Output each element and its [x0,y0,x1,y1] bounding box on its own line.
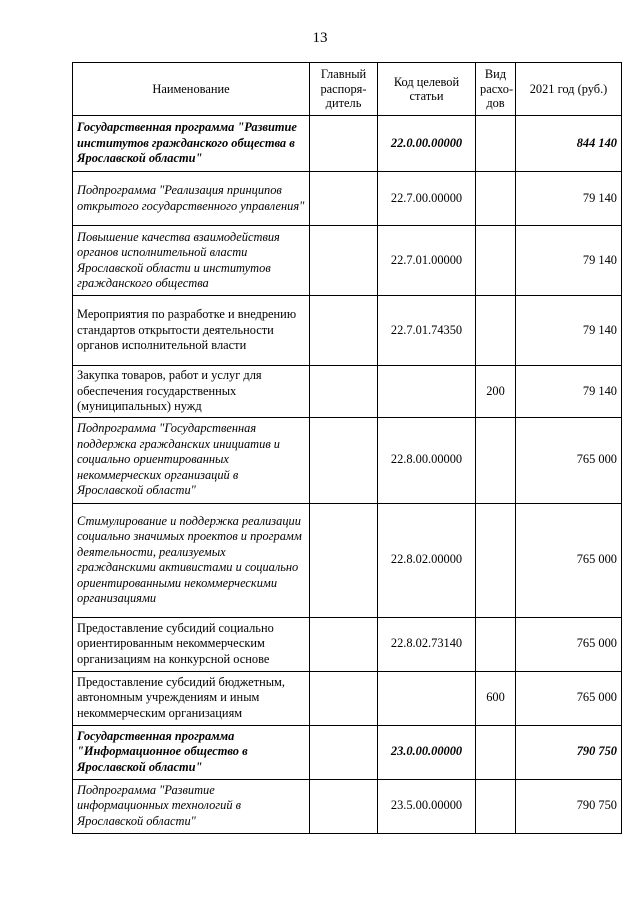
cell-vid [476,172,516,226]
cell-code: 23.5.00.00000 [378,779,476,833]
header-row [73,63,622,116]
header-vid: Вид расхо-дов [476,63,516,116]
cell-grbs [310,503,378,617]
table-row [73,503,622,617]
cell-grbs [310,366,378,418]
cell-code: 22.7.01.00000 [378,226,476,296]
cell-grbs [310,779,378,833]
cell-vid [476,503,516,617]
table-row [73,417,622,503]
cell-grbs [310,617,378,671]
header-code: Код целевой статьи [378,63,476,116]
cell-code: 22.8.02.00000 [378,503,476,617]
cell-sum: 79 140 [516,226,622,296]
cell-vid [476,116,516,172]
cell-code: 23.0.00.00000 [378,725,476,779]
table-row [73,779,622,833]
cell-name: Предоставление субсидий бюджетным, автономным учреждениям и иным некоммерческим организациям [73,671,310,725]
page-number: 13 [312,30,328,46]
cell-sum: 765 000 [516,617,622,671]
cell-vid [476,417,516,503]
cell-name: Подпрограмма "Развитие информационных технологий в Ярославской области" [73,779,310,833]
cell-sum: 765 000 [516,671,622,725]
cell-grbs [310,226,378,296]
cell-name: Повышение качества взаимодействия органов исполнительной власти Ярославской области и институтов гражданского общества [73,226,310,296]
budget-table [72,62,622,834]
cell-vid [476,725,516,779]
cell-vid [476,226,516,296]
header-sum: 2021 год (руб.) [516,63,622,116]
cell-grbs [310,296,378,366]
cell-vid: 200 [476,366,516,418]
table-body [73,116,622,834]
cell-code: 22.8.00.00000 [378,417,476,503]
cell-grbs [310,417,378,503]
cell-name: Подпрограмма "Государственная поддержка гражданских инициатив и социально ориентированных некоммерческих организаций в Ярославской области" [73,417,310,503]
cell-sum: 790 750 [516,779,622,833]
cell-sum: 765 000 [516,503,622,617]
cell-name: Предоставление субсидий социально ориентированным некоммерческим организациям на конкурсной основе [73,617,310,671]
cell-code: 22.0.00.00000 [378,116,476,172]
table-row [73,725,622,779]
cell-grbs [310,116,378,172]
cell-vid [476,779,516,833]
cell-sum: 79 140 [516,296,622,366]
cell-name: Стимулирование и поддержка реализации социально значимых проектов и программ деятельности, реализуемых гражданскими активистами и социально ориентированными некоммерческими организациями [73,503,310,617]
table-row [73,226,622,296]
cell-grbs [310,671,378,725]
cell-name: Государственная программа "Информационное общество в Ярославской области" [73,725,310,779]
header-name: Наименование [73,63,310,116]
cell-name: Государственная программа "Развитие институтов гражданского общества в Ярославской области" [73,116,310,172]
cell-vid [476,296,516,366]
cell-vid: 600 [476,671,516,725]
table-row [73,172,622,226]
cell-grbs [310,172,378,226]
table-row [73,617,622,671]
cell-name: Закупка товаров, работ и услуг для обеспечения государственных (муниципальных) нужд [73,366,310,418]
table-row [73,671,622,725]
cell-sum: 790 750 [516,725,622,779]
cell-vid [476,617,516,671]
table-header [73,63,622,116]
cell-name: Мероприятия по разработке и внедрению стандартов открытости деятельности органов исполнительной власти [73,296,310,366]
cell-name: Подпрограмма "Реализация принципов открытого государственного управления" [73,172,310,226]
header-grbs: Главный распоря-дитель [310,63,378,116]
table-row [73,296,622,366]
cell-code: 22.8.02.73140 [378,617,476,671]
cell-code: 22.7.00.00000 [378,172,476,226]
cell-code: 22.7.01.74350 [378,296,476,366]
cell-grbs [310,725,378,779]
table-row [73,366,622,418]
cell-code [378,366,476,418]
cell-sum: 844 140 [516,116,622,172]
cell-sum: 79 140 [516,366,622,418]
cell-sum: 765 000 [516,417,622,503]
table-row [73,116,622,172]
cell-sum: 79 140 [516,172,622,226]
cell-code [378,671,476,725]
